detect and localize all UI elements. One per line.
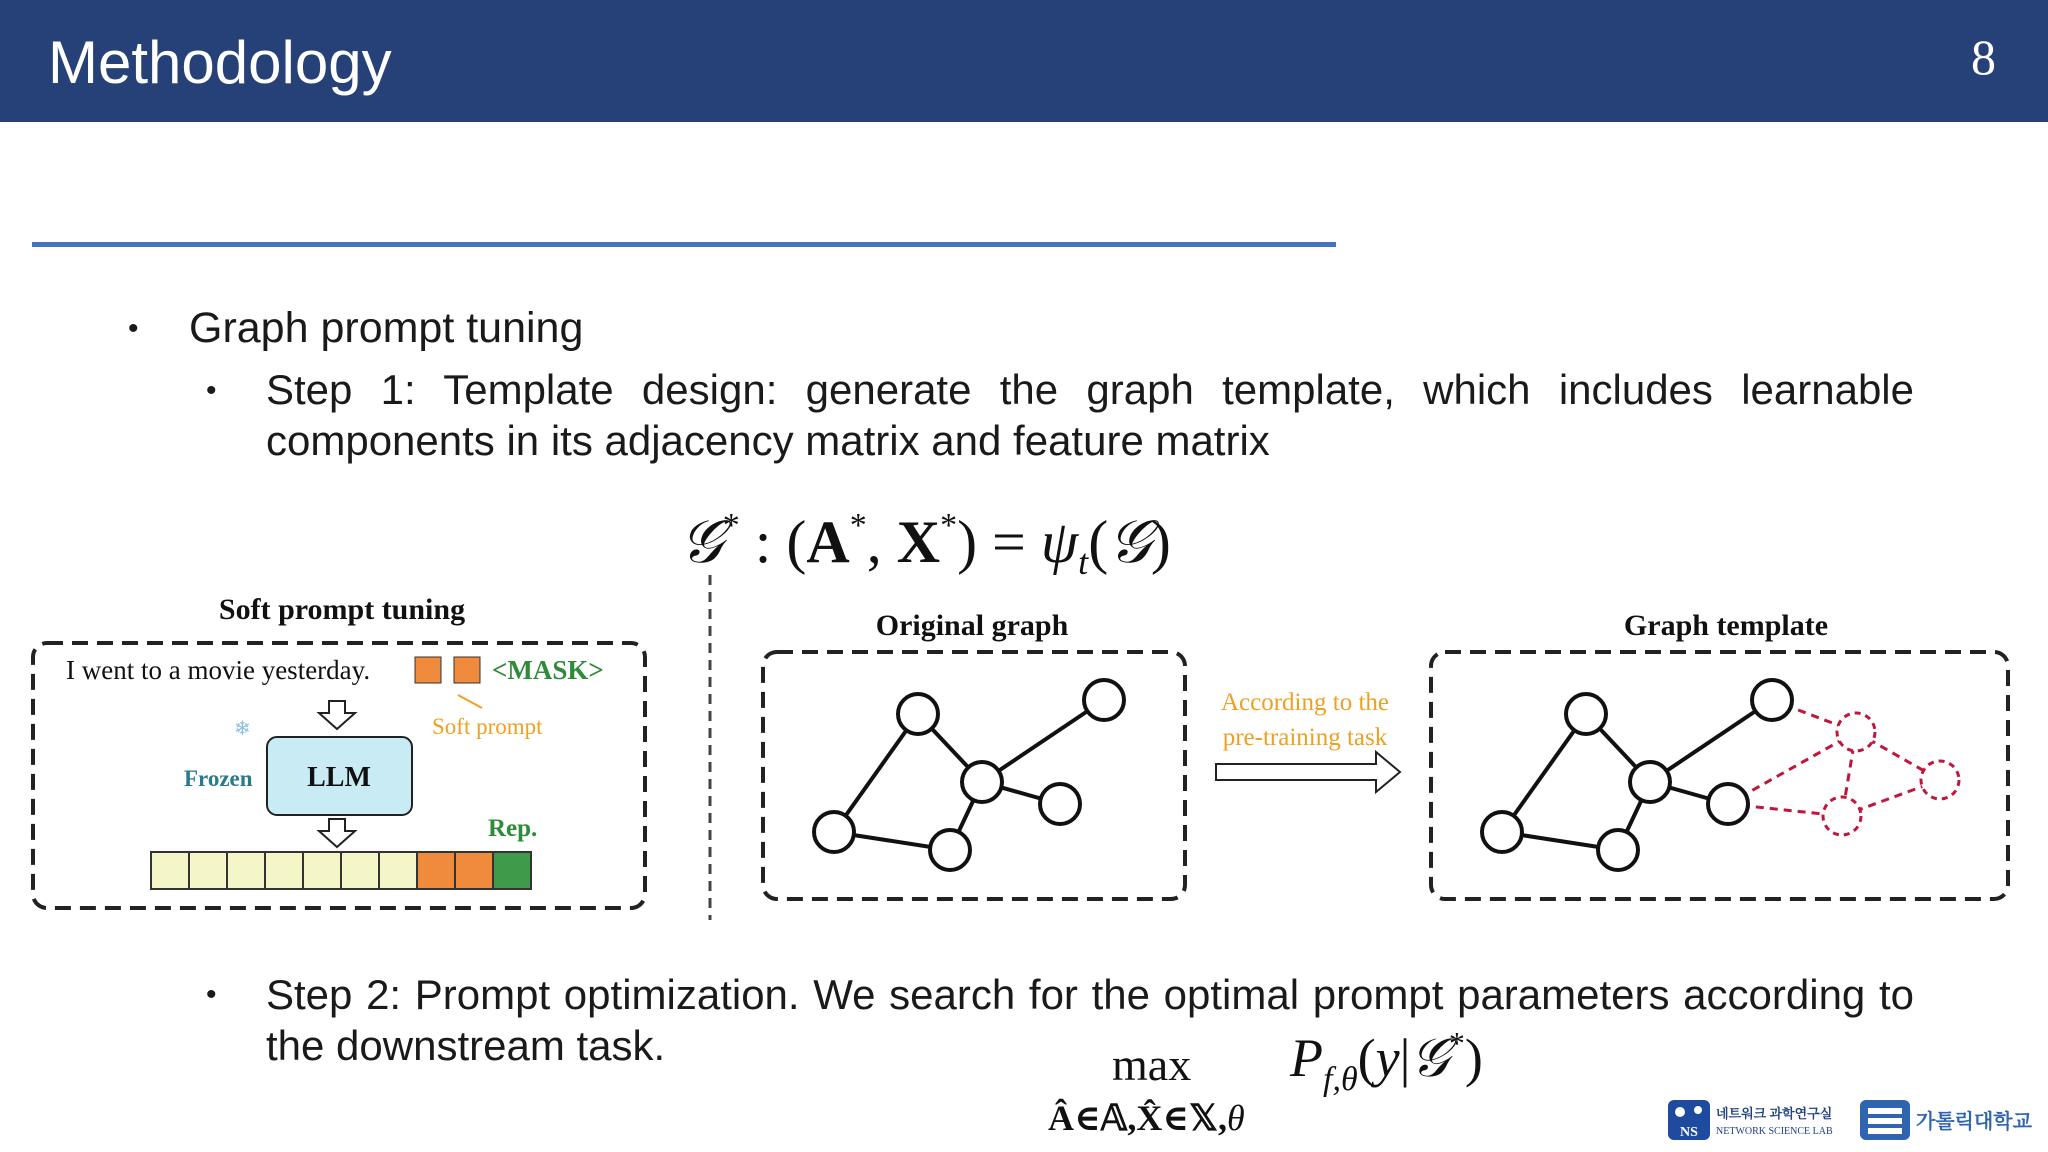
svg-text:NS: NS — [1680, 1125, 1698, 1140]
header-bar — [0, 0, 2048, 122]
right-arrow-icon — [1216, 752, 1400, 792]
equation-graph-template — [670, 500, 1270, 580]
snowflake-icon: ❄ — [234, 718, 251, 740]
lab-korean-name: 네트워크 과학연구실 — [1716, 1106, 1833, 1121]
mask-token: <MASK> — [492, 655, 604, 685]
frozen-label: Frozen — [184, 766, 253, 791]
template-graph — [1482, 680, 1792, 870]
representation-row — [151, 852, 531, 889]
slide-title: Methodology — [48, 29, 392, 96]
graph-template-panel — [1431, 652, 2008, 899]
input-sentence: I went to a movie yesterday. — [66, 655, 371, 685]
svg-text:Pf,θ(y|𝒢*): $P_{f,\theta}(y|𝒢^*)$ — [1290, 1030, 1483, 1098]
bullet-step2: Step 2: Prompt optimization. We search for the optimal prompt parameters according to the downstream task. — [266, 971, 1914, 1069]
template-prompt-nodes — [1823, 713, 1959, 835]
lab-english-name: NETWORK SCIENCE LAB — [1716, 1126, 1833, 1137]
bullet-dot: • — [206, 978, 217, 1011]
title-underline — [32, 242, 1336, 247]
svg-text:𝒢* : (A*, X*) = ψt(𝒢): 𝒢* : (A*, $X^*) = \psi_t(𝒢)$ — [680, 507, 1171, 580]
soft-prompt-pointer — [458, 695, 482, 708]
graph-prompt-figure — [20, 575, 2030, 925]
original-graph — [814, 680, 1124, 870]
bullet-step1: Step 1: Template design: generate the graph template, which includes learnable components in its adjacency matrix and feature matrix — [266, 366, 1914, 464]
soft-prompt-token — [415, 657, 441, 683]
catholic-university-logo — [1860, 1100, 2033, 1140]
footer-logos — [1668, 1094, 2038, 1146]
soft-prompt-token — [454, 657, 480, 683]
equation-prompt-optimization — [1040, 1030, 1540, 1140]
bullet-dot: • — [206, 374, 217, 407]
llm-label: LLM — [307, 762, 371, 793]
soft-prompt-label: Soft prompt — [432, 714, 543, 739]
network-science-lab-logo — [1668, 1100, 1833, 1140]
arrow-label-line1: According to the — [1220, 689, 1390, 716]
bullet-graph-prompt-tuning: Graph prompt tuning — [189, 304, 584, 352]
arrow-label-line2: pre-training task — [1222, 724, 1388, 751]
university-name: 가톨릭대학교 — [1916, 1111, 2032, 1133]
down-arrow-icon — [319, 819, 355, 847]
svg-text:max: max — [1112, 1039, 1192, 1090]
bullet-dot: • — [128, 312, 139, 345]
original-graph-title: Original graph — [875, 609, 1069, 642]
soft-prompt-title: Soft prompt tuning — [218, 593, 466, 626]
rep-label: Rep. — [488, 815, 538, 842]
svg-text:Â∈𝔸,X̂∈𝕏,θ: Â∈𝔸,X̂∈𝕏,θ — [1048, 1098, 1245, 1138]
graph-template-title: Graph template — [1623, 609, 1829, 642]
down-arrow-icon — [319, 701, 355, 729]
page-number: 8 — [1971, 29, 1996, 85]
